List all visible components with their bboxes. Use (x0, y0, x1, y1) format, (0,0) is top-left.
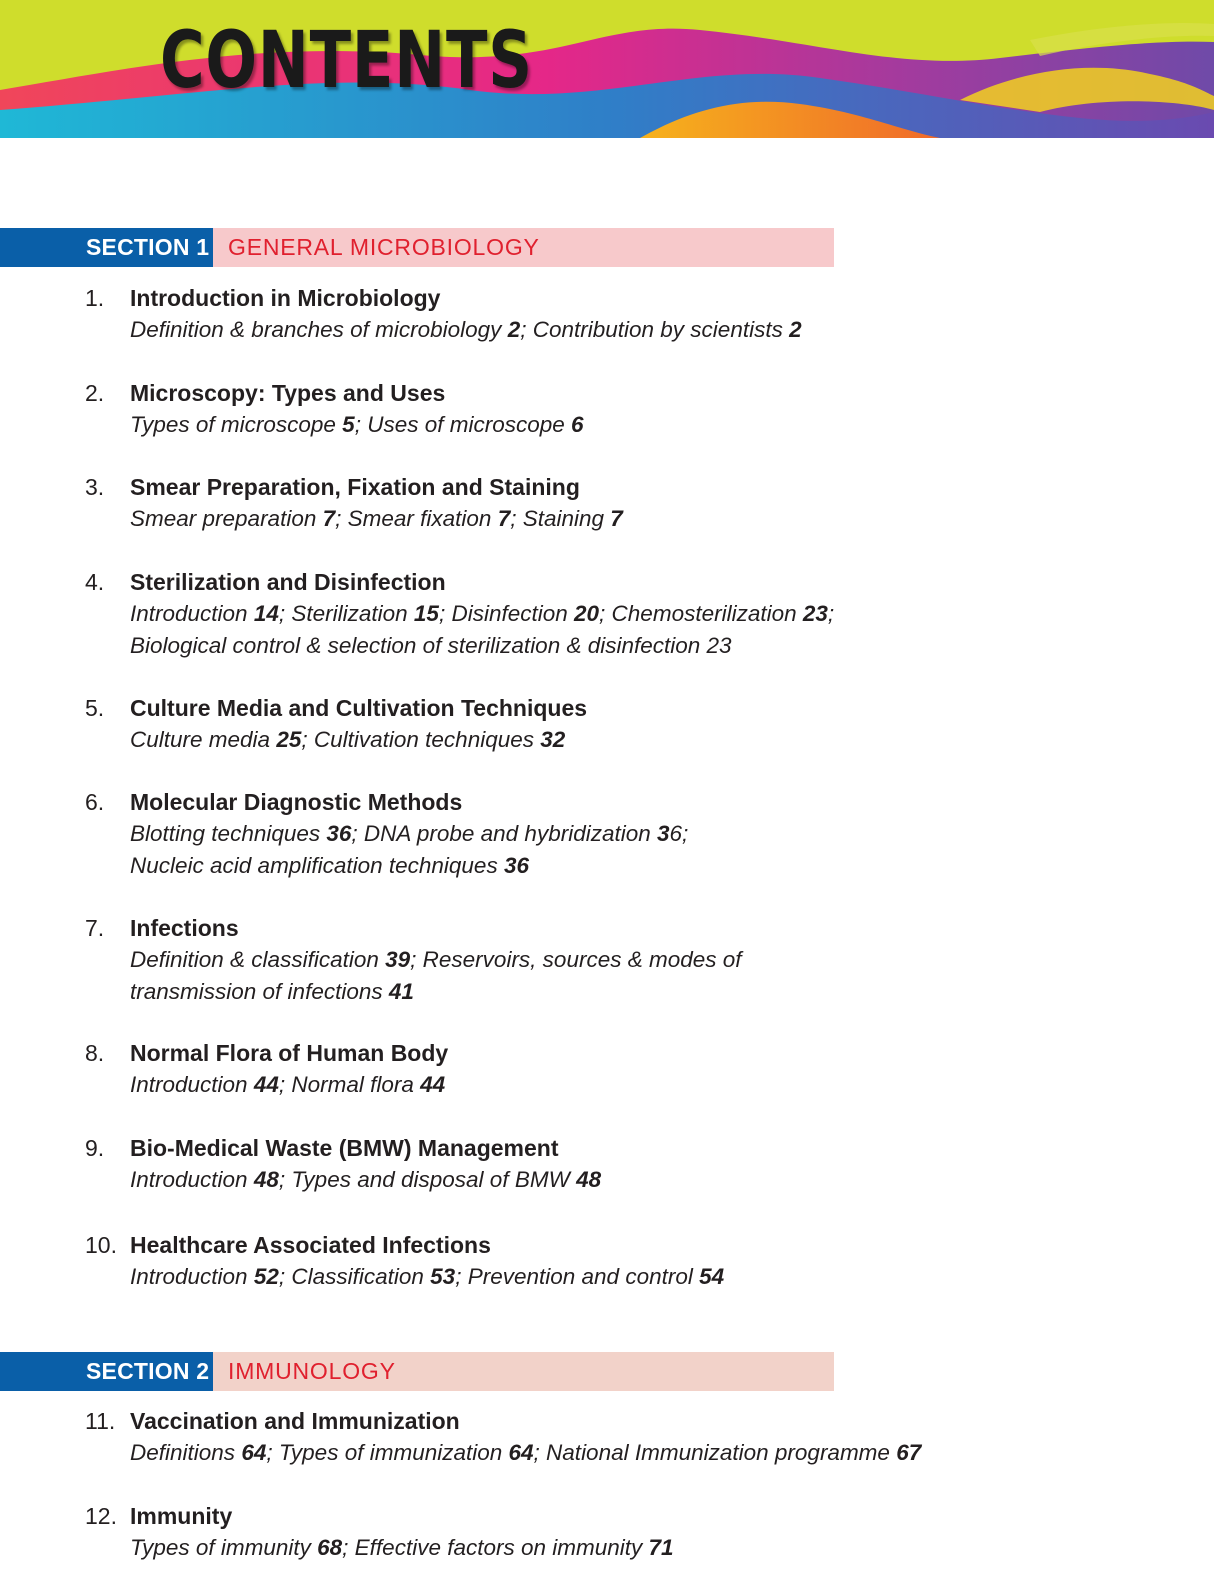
chapter-topics (130, 1164, 601, 1196)
topic-text: ; Uses of microscope (354, 412, 572, 437)
chapter-number: 11. (85, 1408, 116, 1434)
topic-text: ; (827, 601, 835, 626)
header-banner (0, 0, 1214, 138)
page-number: 54 (699, 1264, 725, 1289)
topic-line (130, 1261, 724, 1293)
topic-line (130, 1437, 921, 1469)
page-number: 36 (503, 853, 529, 878)
topic-text: ; National Immunization programme (533, 1440, 897, 1465)
topic-text: ; Cultivation techniques (301, 727, 541, 752)
section-label: SECTION 2 (0, 1352, 213, 1391)
page-number: 5 (342, 412, 355, 437)
topic-text: Introduction (130, 601, 254, 626)
page-number: 41 (388, 979, 414, 1004)
topic-text: ; Normal flora (278, 1072, 421, 1097)
chapter-topics (130, 503, 623, 535)
chapter-title: Culture Media and Cultivation Techniques (130, 695, 588, 721)
topic-line (130, 1164, 601, 1196)
chapter-title: Sterilization and Disinfection (130, 569, 446, 595)
topic-text: Nucleic acid amplification techniques (130, 853, 504, 878)
page-number: 6 (571, 412, 584, 437)
chapter-number: 12. (85, 1503, 117, 1529)
page-number: 44 (253, 1072, 279, 1097)
chapter-number: 9. (85, 1135, 105, 1161)
topic-text: ; DNA probe and hybridization (351, 821, 658, 846)
chapter-title: Microscopy: Types and Uses (130, 380, 446, 406)
chapter-topics (130, 598, 834, 662)
topic-text: ; Classification (278, 1264, 431, 1289)
topic-line (130, 850, 688, 882)
topic-line (130, 409, 584, 441)
page-number: 67 (896, 1440, 922, 1465)
topic-text: Types of microscope (130, 412, 343, 437)
chapter-title: Smear Preparation, Fixation and Staining (130, 474, 580, 500)
page-number: 7 (322, 506, 336, 531)
topic-text: ; Staining (510, 506, 611, 531)
topic-text: ; Prevention and control (455, 1264, 700, 1289)
chapter-number: 5. (85, 695, 105, 721)
page-number: 2 (789, 317, 802, 342)
topic-text: ; Disinfection (438, 601, 575, 626)
topic-line (130, 976, 742, 1008)
topic-line (130, 630, 834, 662)
page-number: 20 (574, 601, 600, 626)
topic-text: Introduction (130, 1167, 254, 1192)
section-header (0, 1352, 834, 1391)
page-number: 3 (657, 821, 670, 846)
chapter-title: Molecular Diagnostic Methods (130, 789, 463, 815)
page-number: 64 (241, 1440, 267, 1465)
chapter-number: 3. (85, 474, 105, 500)
topic-text: Culture media (130, 727, 277, 752)
page-number: 23 (802, 601, 828, 626)
page-number: 2 (507, 317, 521, 342)
chapter-title: Vaccination and Immunization (130, 1408, 460, 1434)
page-number: 14 (253, 601, 279, 626)
chapter-topics (130, 1261, 724, 1293)
chapter-number: 1. (85, 285, 105, 311)
chapter-topics (130, 818, 688, 882)
page-number: 39 (385, 947, 411, 972)
chapter-title: Healthcare Associated Infections (130, 1232, 491, 1258)
page-number: 7 (610, 506, 623, 531)
chapter-number: 2. (85, 380, 105, 406)
page-number: 7 (497, 506, 511, 531)
page-number: 32 (540, 727, 566, 752)
topic-text: 6; (669, 821, 689, 846)
topic-text: Definition & classification (130, 947, 386, 972)
section-header (0, 228, 834, 267)
topic-line (130, 1069, 445, 1101)
section-name: IMMUNOLOGY (213, 1352, 834, 1391)
topic-text: Introduction (130, 1264, 254, 1289)
topic-line (130, 314, 802, 346)
topic-text: transmission of infections (130, 979, 389, 1004)
chapter-title: Introduction in Microbiology (130, 285, 441, 311)
chapter-title: Infections (130, 915, 239, 941)
topic-text: Blotting techniques (130, 821, 327, 846)
section-name: GENERAL MICROBIOLOGY (213, 228, 834, 267)
section-label: SECTION 1 (0, 228, 213, 267)
topic-text: ; Types of immunization (266, 1440, 509, 1465)
chapter-topics (130, 1437, 921, 1469)
topic-text: ; Reservoirs, sources & modes of (410, 947, 742, 972)
chapter-title: Bio-Medical Waste (BMW) Management (130, 1135, 559, 1161)
chapter-topics (130, 314, 802, 346)
page-number: 68 (317, 1535, 343, 1560)
topic-line (130, 944, 742, 976)
chapter-topics (130, 1069, 445, 1101)
chapter-number: 8. (85, 1040, 105, 1066)
topic-text: ; Contribution by scientists (520, 317, 790, 342)
page-number: 44 (420, 1072, 446, 1097)
page-number: 53 (430, 1264, 456, 1289)
topic-text: Smear preparation (130, 506, 323, 531)
topic-text: Introduction (130, 1072, 254, 1097)
chapter-topics (130, 409, 584, 441)
chapter-topics (130, 1532, 674, 1564)
page-number: 64 (508, 1440, 534, 1465)
page-number: 71 (648, 1535, 674, 1560)
topic-text: Biological control & selection of sterilization & disinfection 23 (130, 633, 732, 658)
topic-line (130, 724, 565, 756)
page-number: 25 (276, 727, 302, 752)
chapter-title: Normal Flora of Human Body (130, 1040, 449, 1066)
topic-text: ; Effective factors on immunity (342, 1535, 649, 1560)
page-number: 15 (413, 601, 439, 626)
topic-text: Definition & branches of microbiology (130, 317, 508, 342)
page-number: 48 (253, 1167, 279, 1192)
page-number: 48 (576, 1167, 602, 1192)
topic-text: ; Types and disposal of BMW (278, 1167, 577, 1192)
page-number: 52 (253, 1264, 279, 1289)
chapter-number: 6. (85, 789, 105, 815)
chapter-title: Immunity (130, 1503, 233, 1529)
topic-text: Definitions (130, 1440, 242, 1465)
chapter-topics (130, 944, 742, 1008)
chapter-topics (130, 724, 565, 756)
topic-text: ; Smear fixation (335, 506, 498, 531)
topic-text: ; Chemosterilization (599, 601, 803, 626)
page-number: 36 (326, 821, 352, 846)
chapter-number: 7. (85, 915, 105, 941)
topic-text: Types of immunity (130, 1535, 318, 1560)
topic-line (130, 598, 834, 630)
topic-text: ; Sterilization (278, 601, 414, 626)
page-title: CONTENTS (160, 16, 533, 106)
chapter-number: 10. (85, 1232, 117, 1258)
chapter-number: 4. (85, 569, 105, 595)
topic-line (130, 818, 688, 850)
topic-line (130, 503, 623, 535)
topic-line (130, 1532, 674, 1564)
